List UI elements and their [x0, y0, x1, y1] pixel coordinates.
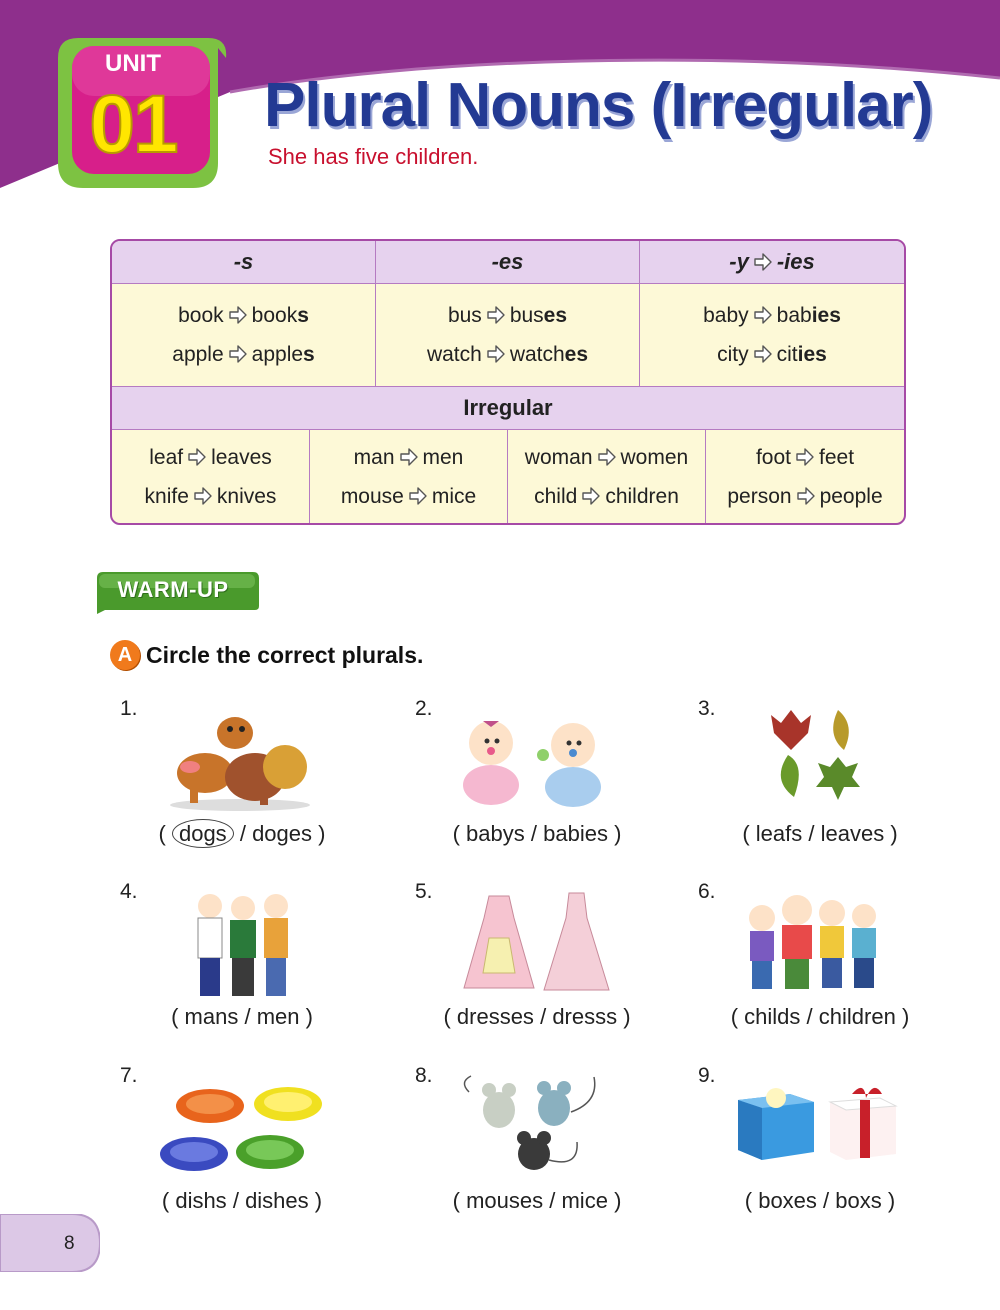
section-letter-badge: A [110, 640, 140, 670]
rule-example: city cities [717, 343, 827, 366]
page-number: 8 [64, 1233, 75, 1254]
arrow-icon [192, 485, 214, 507]
header-es: -es [491, 249, 524, 274]
exercise-item [698, 880, 978, 1055]
answer-option[interactable]: mouses [466, 1188, 544, 1213]
unit-badge [58, 28, 228, 193]
arrow-icon [485, 343, 507, 365]
arrow-icon [227, 343, 249, 365]
rule-s-cell [112, 284, 376, 386]
page-number-tab [0, 1214, 100, 1272]
irregular-cell [310, 430, 508, 523]
exercise-item [698, 697, 978, 872]
rule-ies-cell [640, 284, 904, 386]
answer-choices: ( childs / children ) [730, 1004, 910, 1029]
exercise-item [120, 1064, 400, 1239]
answer-choices: ( babys / babies ) [452, 821, 622, 846]
irregular-example: man men [353, 445, 464, 469]
exercise-number: 2. [415, 697, 433, 720]
dishes-illustration [156, 1072, 326, 1177]
irregular-example: leaf leaves [149, 445, 272, 469]
answer-option[interactable]: babys [466, 821, 525, 846]
arrow-icon [407, 485, 429, 507]
arrow-icon [596, 446, 618, 468]
arrow-icon [752, 343, 774, 365]
plural-rules-table [110, 239, 906, 525]
irregular-header: Irregular [463, 395, 553, 420]
exercise-number: 4. [120, 880, 138, 903]
answer-option[interactable]: mice [561, 1188, 608, 1213]
warmup-tag [93, 572, 259, 614]
section-a-heading [110, 638, 423, 672]
arrow-icon [580, 485, 602, 507]
answer-option[interactable]: babies [543, 821, 608, 846]
irregular-header-row [112, 387, 904, 429]
babies-illustration [443, 705, 623, 815]
page-subtitle: She has five children. [268, 144, 479, 169]
answer-option[interactable]: mans [184, 1004, 239, 1029]
irregular-example: child children [534, 484, 679, 508]
answer-choices: ( mans / men ) [171, 1004, 313, 1029]
arrow-icon [186, 446, 208, 468]
answer-option[interactable]: leafs [755, 821, 803, 846]
exercise-number: 1. [120, 697, 138, 720]
mice-illustration [459, 1072, 609, 1177]
rules-header-row [112, 241, 904, 283]
answer-choices: ( dresses / dresss ) [443, 1004, 631, 1029]
answer-choices: ( mouses / mice ) [452, 1188, 622, 1213]
exercise-item [698, 1064, 978, 1239]
irregular-cell [112, 430, 310, 523]
irregular-example: knife knives [144, 484, 277, 508]
warmup-label: WARM-UP [117, 577, 229, 602]
answer-option[interactable]: dresses [456, 1004, 534, 1029]
arrow-icon [794, 446, 816, 468]
irregular-example: woman women [524, 445, 689, 469]
exercise-number: 8. [415, 1064, 433, 1087]
rule-example: watch watches [426, 343, 589, 366]
boxes-illustration [734, 1072, 904, 1167]
answer-option[interactable]: dishes [245, 1188, 309, 1213]
irregular-cell [508, 430, 706, 523]
exercise-number: 9. [698, 1064, 716, 1087]
dogs-illustration [160, 705, 320, 815]
answer-choices: ( dogs / doges ) [158, 821, 326, 846]
arrow-icon [752, 251, 774, 273]
header-ies: -ies [776, 249, 815, 274]
unit-number: 01 [89, 79, 177, 170]
exercise-item [415, 697, 695, 872]
answer-choices: ( dishs / dishes ) [161, 1188, 323, 1213]
arrow-icon [752, 304, 774, 326]
rule-example: bus buses [447, 304, 568, 327]
answer-option[interactable]: leaves [820, 821, 885, 846]
section-instruction: Circle the correct plurals. [146, 641, 424, 668]
irregular-row [112, 430, 904, 523]
rule-example: apple apples [172, 343, 315, 366]
exercise-number: 5. [415, 880, 433, 903]
arrow-icon [398, 446, 420, 468]
header-y: -y [729, 249, 749, 274]
answer-option[interactable]: dishs [175, 1188, 227, 1213]
answer-option[interactable]: dresss [552, 1004, 618, 1029]
answer-option[interactable]: boxes [758, 1188, 817, 1213]
unit-label: UNIT [105, 50, 161, 77]
answer-option[interactable]: men [256, 1004, 300, 1029]
arrow-icon [485, 304, 507, 326]
arrow-icon [227, 304, 249, 326]
answer-choices: ( leafs / leaves ) [742, 821, 898, 846]
children-illustration [742, 888, 882, 993]
exercise-number: 6. [698, 880, 716, 903]
arrow-icon [795, 485, 817, 507]
irregular-example: foot feet [755, 445, 855, 469]
header-s: -s [233, 249, 254, 274]
irregular-example: person people [727, 484, 883, 508]
answer-option[interactable]: childs [744, 1004, 801, 1029]
page-title: Plural Nouns (Irregular) [264, 71, 933, 140]
answer-option[interactable]: children [818, 1004, 896, 1029]
exercise-number: 3. [698, 697, 716, 720]
rules-regular-row [112, 284, 904, 386]
irregular-cell [706, 430, 904, 523]
rule-es-cell [376, 284, 640, 386]
exercise-item [415, 1064, 695, 1239]
rule-example: baby babies [703, 304, 841, 327]
irregular-example: mouse mice [340, 484, 477, 508]
dresses-illustration [459, 888, 619, 1000]
answer-option[interactable]: boxs [835, 1188, 882, 1213]
answer-choices: ( boxes / boxs ) [744, 1188, 896, 1213]
answer-option-circled[interactable]: dogs [172, 819, 234, 848]
rule-example: book books [178, 304, 309, 327]
exercise-item [415, 880, 695, 1055]
leaves-illustration [766, 705, 866, 805]
answer-option[interactable]: doges [252, 821, 313, 846]
exercise-number: 7. [120, 1064, 138, 1087]
exercise-item [120, 880, 400, 1055]
exercise-item [120, 697, 400, 872]
men-illustration [188, 888, 298, 1000]
